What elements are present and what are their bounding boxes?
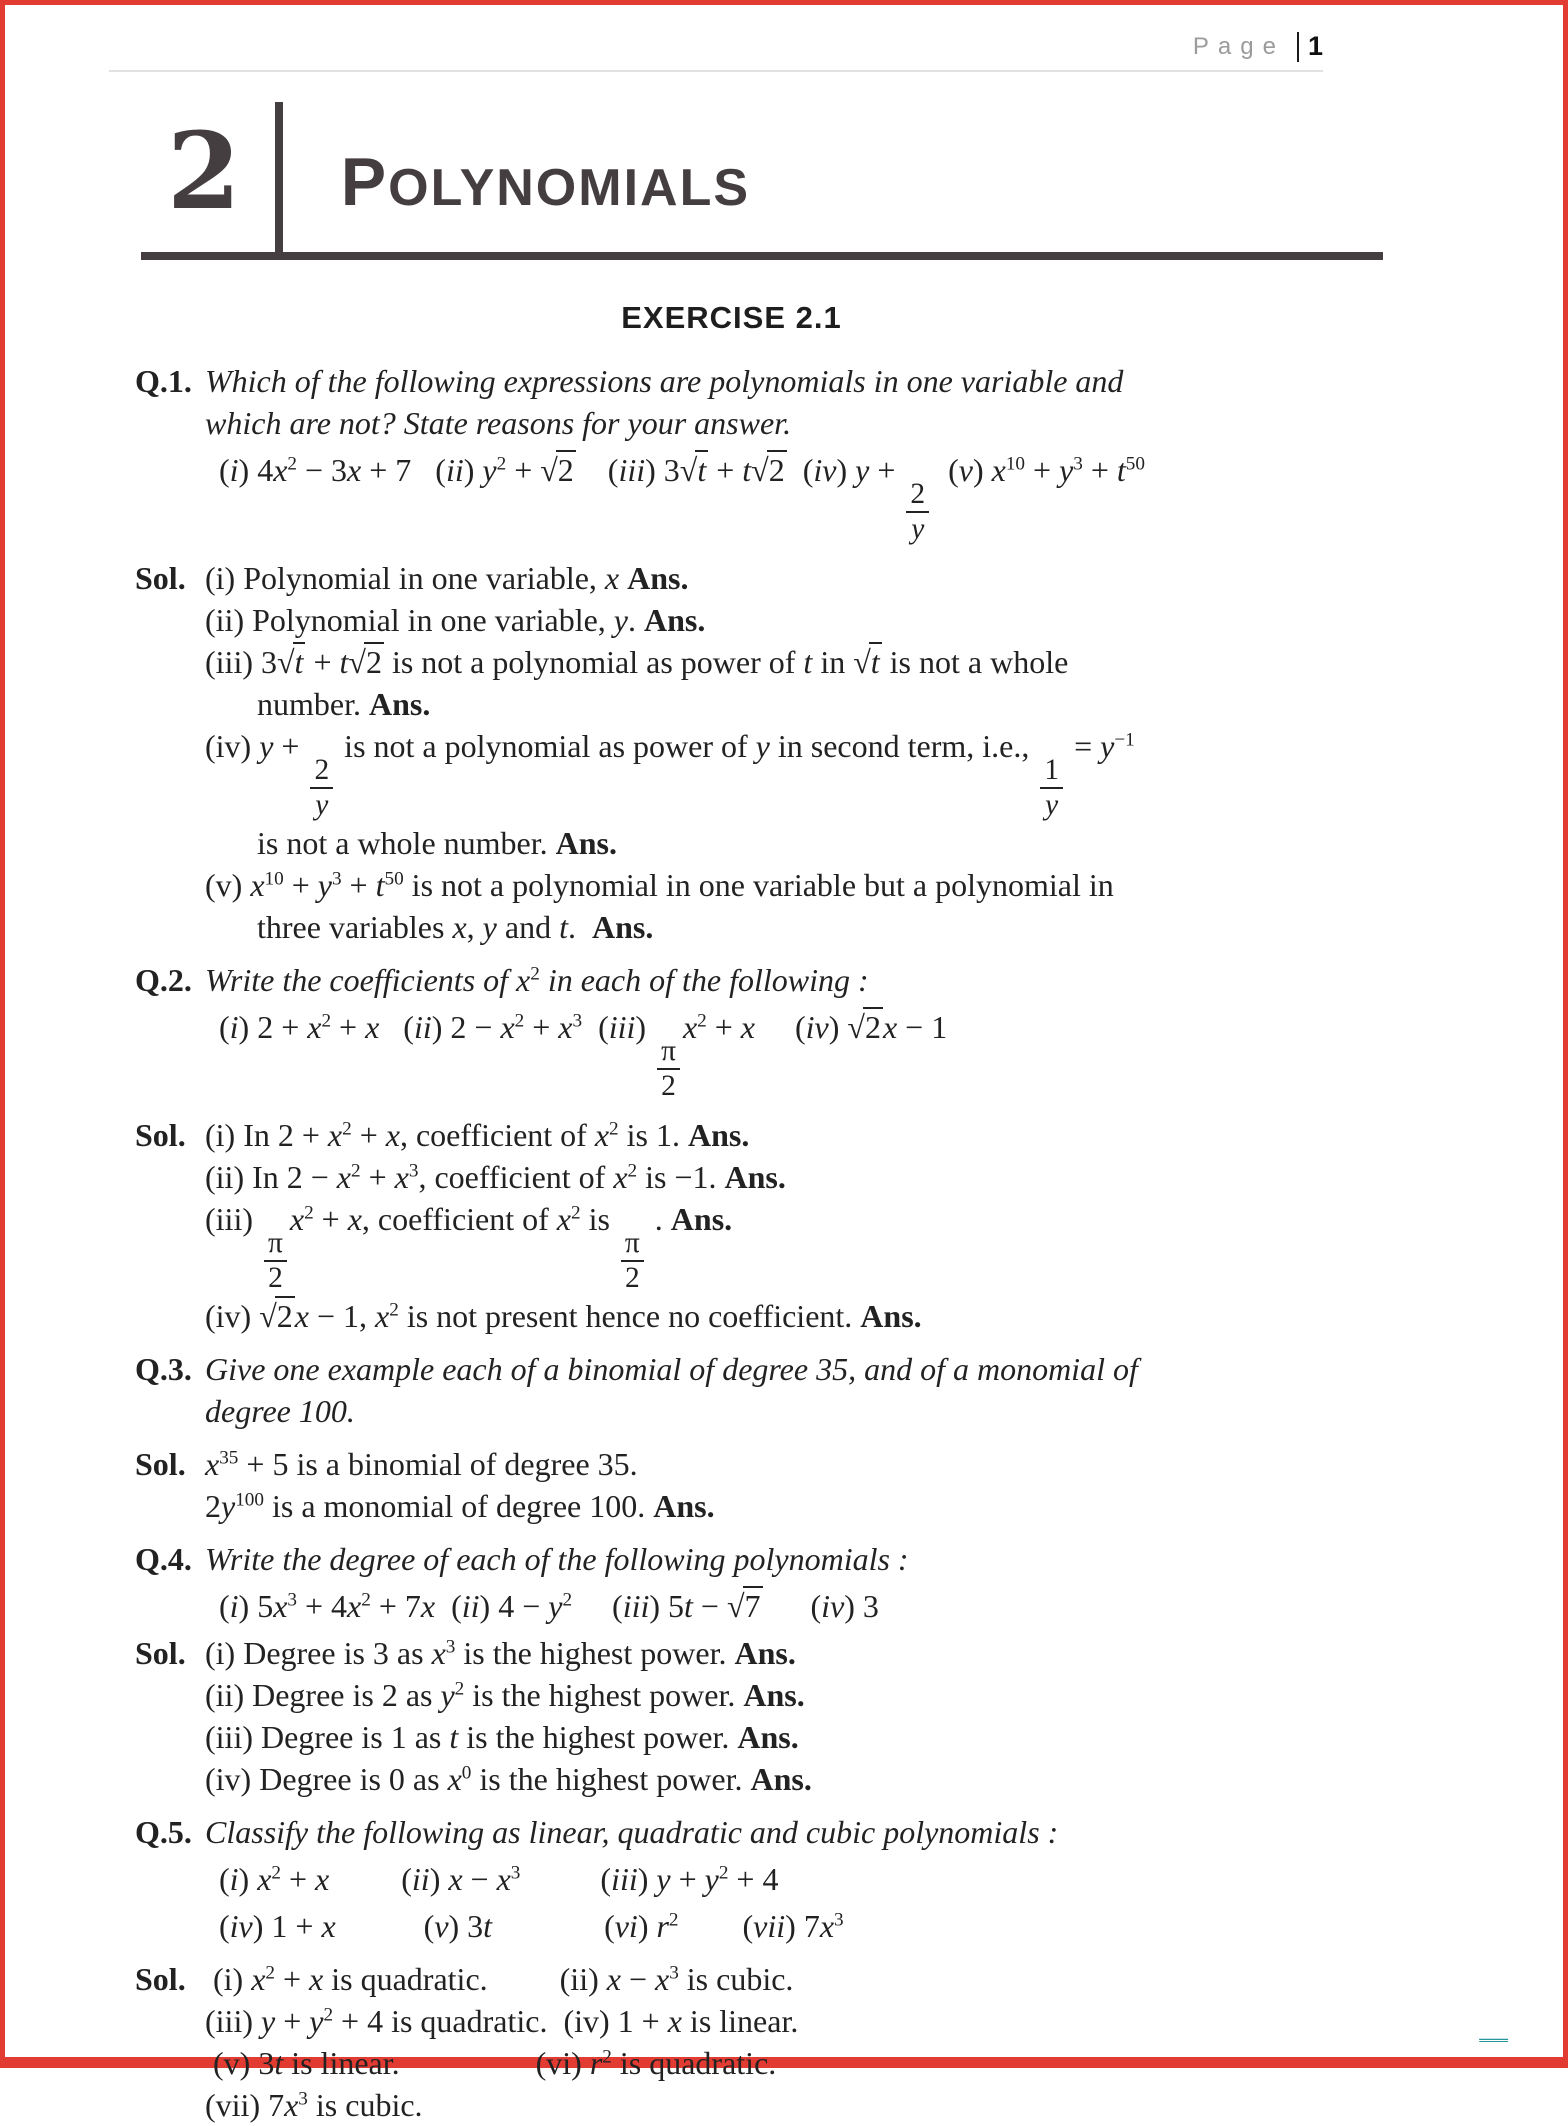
chapter-divider-bar [275,102,283,252]
row-segment: . [567,909,592,946]
row-segment: is linear. [681,2003,799,2040]
row-label: Q.4. [135,1541,192,1578]
row-segment: Ans. [653,1488,715,1525]
row-segment: (ii) In [205,1159,287,1196]
row-body [205,2002,1363,2041]
row-segment: number. [257,686,369,723]
row-segment: $x^2$ [613,1159,638,1196]
row-segment: (v) [205,867,251,903]
row-body [205,961,1363,1000]
page-number: 1 [1307,31,1323,61]
content-row [135,685,1363,724]
content-row [135,643,1363,682]
row-segment: $x^2 + x$ [251,1961,324,1998]
page-header [109,31,1323,62]
row-segment: Ans. [687,1116,750,1153]
row-segment: is cubic. [678,1961,794,1998]
row-segment: Which of the following expressions are polynomials in one variable and [205,363,1124,399]
exercise-title: EXERCISE 2.1 [621,300,842,335]
row-segment: 1 + x [617,2003,682,2040]
row-segment: is not a polynomial as power of [383,644,804,681]
row-segment: (iv) [205,1297,260,1334]
row-body [205,643,1363,682]
row-segment: in second term, i.e., [769,728,1038,765]
row-body [205,1116,1363,1155]
row-segment: x [452,909,467,946]
row-body [205,1200,1363,1294]
row-segment: (iii) [205,2003,261,2040]
row-segment: is −1. [637,1159,725,1196]
row-segment: 3√t + t√2 [260,644,382,681]
row-segment: $2 + x^2 + x$ [277,1116,400,1153]
row-body [205,2044,1363,2083]
content-row [135,362,1363,401]
row-segment: , [359,1297,376,1334]
content-row [135,451,1363,545]
row-segment: y [755,728,770,765]
row-segment: y [613,601,628,638]
row-segment: t [559,909,568,946]
row-segment: is the highest power. [464,1677,744,1714]
row-segment: Write the degree of each of the following polynomials : [205,1541,909,1578]
content-row [135,1392,1363,1431]
content-row [135,1008,1363,1102]
row-segment: is 1. [618,1116,688,1153]
row-segment: Ans. [591,909,654,946]
row-segment: is not a polynomial in one variable but a polynomial in [403,867,1114,903]
row-body [205,1587,1363,1626]
content-row [135,1907,1363,1946]
row-segment: x [604,559,620,596]
row-segment: y + $\frac{2}{y}$ [259,728,336,764]
row-body [205,727,1363,821]
row-segment: (i) Degree is 3 as [205,1635,432,1672]
row-segment: $2 - x^2 + x^3$ [286,1159,419,1196]
row-segment: √t [853,644,880,681]
content-row [135,1813,1363,1852]
row-segment: is a monomial of degree 100. [263,1488,654,1525]
row-segment: Give one example each of a binomial of degree 35, and of a monomial of [205,1350,1138,1387]
row-label: Sol. [135,1635,186,1672]
row-body [205,451,1363,545]
header-rule [109,70,1323,72]
row-body [205,2086,1363,2125]
row-body [205,1676,1363,1715]
content [135,362,1363,2126]
row-segment: $x^2$ [516,962,540,999]
row-segment: and [496,909,560,946]
row-segment: Ans. [743,1677,805,1714]
content-row [135,1960,1363,1999]
row-segment: , coefficient of [361,1201,557,1238]
row-segment: $x^{35} + 5$ [205,1446,289,1483]
row-label: Q.2. [135,962,192,999]
row-label: Sol. [135,1116,186,1153]
watermark-link[interactable]: ـــــــ [1479,2029,1508,2044]
row-label: Q.1. [135,363,192,399]
content-row [135,1158,1363,1197]
row-segment: $x - x^3$ [606,1961,679,1998]
content-row [135,1200,1363,1294]
row-segment: $r^2$ [589,2045,612,2082]
row-segment: . [628,601,644,638]
content-row [135,601,1363,640]
row-segment: $x^3$ [431,1635,456,1672]
row-segment: $x^0$ [447,1761,472,1798]
row-segment: (i) In [205,1116,278,1153]
row-segment: (ii) Degree is 2 as [205,1677,441,1714]
row-segment: is not a whole number. [257,824,556,861]
row-segment: (iii) Degree is 1 as [205,1719,450,1756]
row-segment: $x^2$ [556,1201,581,1238]
row-segment: $x^2$ [594,1116,619,1153]
row-segment: Ans. [670,1201,733,1238]
row-segment: $x^{10} + y^3 + t^{50}$ [250,867,404,903]
row-segment: , coefficient of [399,1116,595,1153]
row-segment: is quadratic. (iv) [383,2003,618,2040]
row-segment: (ii) Polynomial in one variable, [205,601,614,638]
row-segment: is cubic. [307,2087,423,2124]
row-segment [619,560,627,596]
content-row [135,866,1363,905]
row-segment: three variables [257,909,453,946]
row-label: Sol. [135,1961,186,1998]
row-label: Sol. [135,559,186,596]
row-body [205,1350,1363,1389]
row-segment: is the highest power. [458,1719,738,1756]
content-row [135,1540,1363,1579]
row-segment: is not a polynomial as power of [336,728,756,765]
row-segment: Classify the following as linear, quadratic and cubic polynomials : [205,1814,1059,1851]
content-row [135,727,1363,821]
row-segment: is quadratic. (ii) [323,1961,607,1998]
row-segment: (iv) 1 + x (v) 3t (vi) $r^2$ (vii) $7x^3$ [219,1908,844,1945]
row-body [205,1008,1363,1102]
content-row [135,1676,1363,1715]
row-segment: t [449,1719,459,1756]
content-row [135,961,1363,1000]
content-row [135,1297,1363,1336]
row-segment: (iii) [205,644,261,681]
content-row [135,1445,1363,1484]
content-row [135,1760,1363,1799]
row-body [205,1158,1363,1197]
row-segment: in each of the following : [539,962,869,999]
row-segment: Ans. [734,1635,796,1672]
row-body [205,1718,1363,1757]
row-segment: $\frac{\pi}{2}$ $x^2 + x$ [261,1201,362,1237]
row-segment: (i) $4x^2 - 3x + 7$ (ii) $y^2 + √2$ (iii) 3√t + t√2 (iv) y + $\frac{2}{y}$ (v) $x^{10} + y^3 + t^{50}$ [219,452,1145,546]
row-body [205,1540,1363,1579]
content-row [135,2044,1363,2083]
row-body [205,404,1363,443]
row-segment: is not a whole [881,644,1069,681]
row-segment: is not present hence no coefficient. [398,1297,861,1334]
row-segment: (i) $2 + x^2 + x$ (ii) $2 - x^2 + x^3$ (iii) $\frac{\pi}{2}$ $x^2 + x$ (iv) √2x − 1 [219,1009,948,1103]
row-body [205,1860,1363,1899]
row-segment: (iv) Degree is 0 as [205,1761,448,1798]
content-row [135,404,1363,443]
row-segment: $\frac{1}{y}$ = $y^{-1}$ [1037,728,1134,764]
row-segment: (i) [205,1961,252,1998]
row-body [205,1760,1363,1799]
row-segment: Ans. [737,1719,799,1756]
row-body [205,1392,1363,1431]
row-body [205,1813,1363,1852]
row-body [205,1960,1363,1999]
row-segment: (iv) [205,728,260,765]
content-row [135,1116,1363,1155]
content-row [135,559,1363,598]
row-segment: Ans. [860,1297,922,1334]
row-segment: Write the coefficients of [205,962,517,999]
row-label: Q.5. [135,1814,192,1851]
row-segment: is the highest power. [471,1761,751,1798]
content-row [135,2002,1363,2041]
row-segment: y [482,909,497,946]
chapter-rule [141,252,1383,260]
row-body [205,685,1363,724]
row-segment: t [803,644,813,681]
row-segment: (iii) [205,1201,261,1238]
content-row [135,1634,1363,1673]
row-segment: Ans. [724,1159,786,1196]
page-header-divider [1297,32,1299,62]
row-segment: Ans. [644,601,706,638]
row-segment: , coefficient of [418,1159,614,1196]
row-segment: 3t [258,2045,284,2082]
row-segment: Ans. [627,559,689,596]
row-body [205,1907,1363,1946]
row-segment: Ans. [368,686,431,723]
content-row [135,1487,1363,1526]
row-segment: $y + y^2 + 4$ [260,2003,384,2040]
row-segment: which are not? State reasons for your answer. [205,405,792,442]
row-body [205,908,1363,947]
row-body [205,1297,1363,1336]
row-segment: $y^2$ [440,1677,465,1714]
row-segment: is quadratic. [611,2045,777,2082]
row-segment: $\frac{\pi}{2}$ [618,1201,647,1237]
row-segment: in [812,644,854,681]
row-body [205,1487,1363,1526]
content-row [135,908,1363,947]
chapter-number: 2 [167,108,241,233]
content-row [135,2086,1363,2125]
row-body [205,559,1363,598]
row-segment: degree 100. [205,1393,355,1429]
chapter-banner [155,102,1563,252]
row-label: Q.3. [135,1350,192,1387]
page-header-label: Page [1192,32,1285,60]
row-segment: $2y^{100}$ [205,1488,264,1525]
row-segment: , [466,909,483,946]
row-body [205,866,1363,905]
row-segment: (vii) [205,2087,269,2124]
row-segment: Ans. [555,824,617,861]
row-segment: $x^2$ [375,1297,399,1334]
content-row [135,1350,1363,1389]
chapter-title: POLYNOMIALS [340,144,751,220]
row-body [205,1634,1363,1673]
row-body [205,824,1363,863]
row-segment: Ans. [750,1761,812,1798]
row-segment: √2x − 1 [259,1297,360,1334]
row-segment: is linear. (vi) [283,2045,590,2082]
row-segment: (i) Polynomial in one variable, [205,559,605,596]
content-row [135,1718,1363,1757]
row-segment: is the highest power. [455,1635,735,1672]
content-row [135,1587,1363,1626]
row-segment: (v) [205,2045,259,2082]
row-label: Sol. [135,1446,186,1483]
row-segment: is [580,1201,618,1238]
row-body [205,601,1363,640]
row-segment: is a binomial of degree 35. [288,1446,638,1483]
row-segment: (i) $x^2 + x$ (ii) $x - x^3$ (iii) $y + y^2 + 4$ [219,1861,779,1898]
content-row [135,824,1363,863]
row-segment: (i) $5x^3 + 4x^2 + 7x$ (ii) $4 - y^2$ (iii) 5t − √7 (iv) 3 [219,1588,879,1625]
row-body [205,1445,1363,1484]
row-segment: . [646,1201,671,1238]
row-body [205,362,1363,401]
content-row [135,1860,1363,1899]
row-segment: $7x^3$ [268,2087,308,2124]
